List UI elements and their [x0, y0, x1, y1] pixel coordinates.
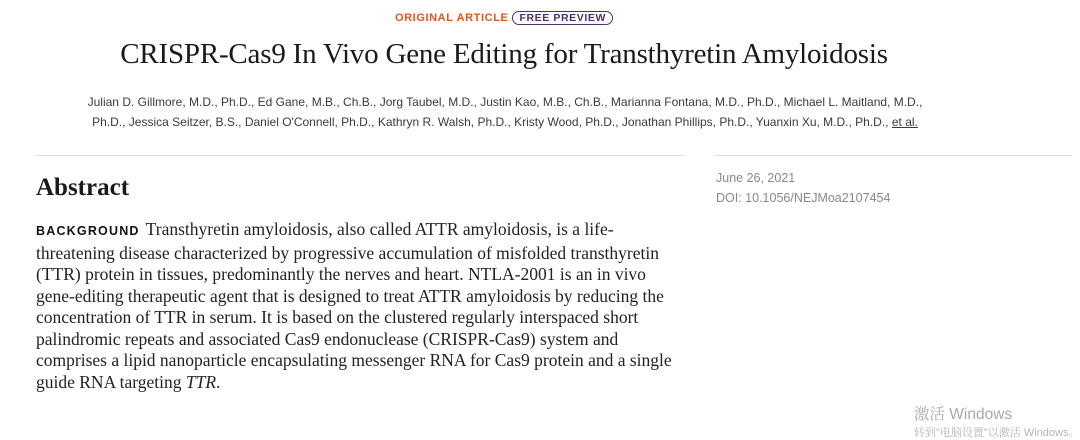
abstract-heading: Abstract: [36, 174, 130, 201]
publish-date: June 26, 2021: [716, 171, 796, 185]
abstract-background-paragraph: [36, 219, 686, 393]
article-type-row: [0, 11, 1008, 25]
article-title: CRISPR-Cas9 In Vivo Gene Editing for Transthyretin Amyloidosis: [120, 38, 888, 70]
windows-activation-title: 激活 Windows: [914, 406, 1013, 423]
doi: DOI: 10.1056/NEJMoa2107454: [716, 191, 891, 205]
authors-line-2: Ph.D., Jessica Seitzer, B.S., Daniel O'Connell, Ph.D., Kathryn R. Walsh, Ph.D., Kristy Wood, Ph.D., Jonathan Phillips, Ph.D., Yuanxin Xu, M.D., Ph.D.,: [92, 115, 889, 129]
free-preview-badge: FREE PREVIEW: [512, 11, 613, 25]
et-al-link[interactable]: et al.: [891, 115, 918, 129]
windows-activation-subtitle: 转到"电脑设置"以激活 Windows。: [914, 427, 1080, 439]
background-label: BACKGROUND: [36, 224, 140, 238]
article-type-label: ORIGINAL ARTICLE: [394, 12, 509, 24]
author-list: [40, 92, 970, 132]
background-text: Transthyretin amyloidosis, also called ATTR amyloidosis, is a life-threatening disease characterized by progressive accumulation of misfolded transthyretin (TTR) protein in tissues, predominantly the nerves and heart. NTLA-2001 is an in vivo gene-editing therapeutic agent that is designed to treat ATTR amyloidosis by reducing the concentration of TTR in serum. It is based on the clustered regularly interspaced short palindromic repeats and associated Cas9 endonuclease (CRISPR-Cas9) system and comprises a lipid nanoparticle encapsulating messenger RNA for Cas9 protein and a single guide RNA targeting: [36, 219, 672, 392]
gene-name: TTR: [185, 371, 217, 392]
divider-main: [36, 155, 684, 156]
article-meta: [716, 168, 890, 208]
authors-line-1: Julian D. Gillmore, M.D., Ph.D., Ed Gane, M.B., Ch.B., Jorg Taubel, M.D., Justin Kao, M.B., Ch.B., Marianna Fontana, M.D., Ph.D., Michael L. Maitland, M.D.,: [87, 95, 923, 109]
divider-sidebar: [714, 155, 1072, 156]
end-punctuation: .: [216, 371, 221, 392]
